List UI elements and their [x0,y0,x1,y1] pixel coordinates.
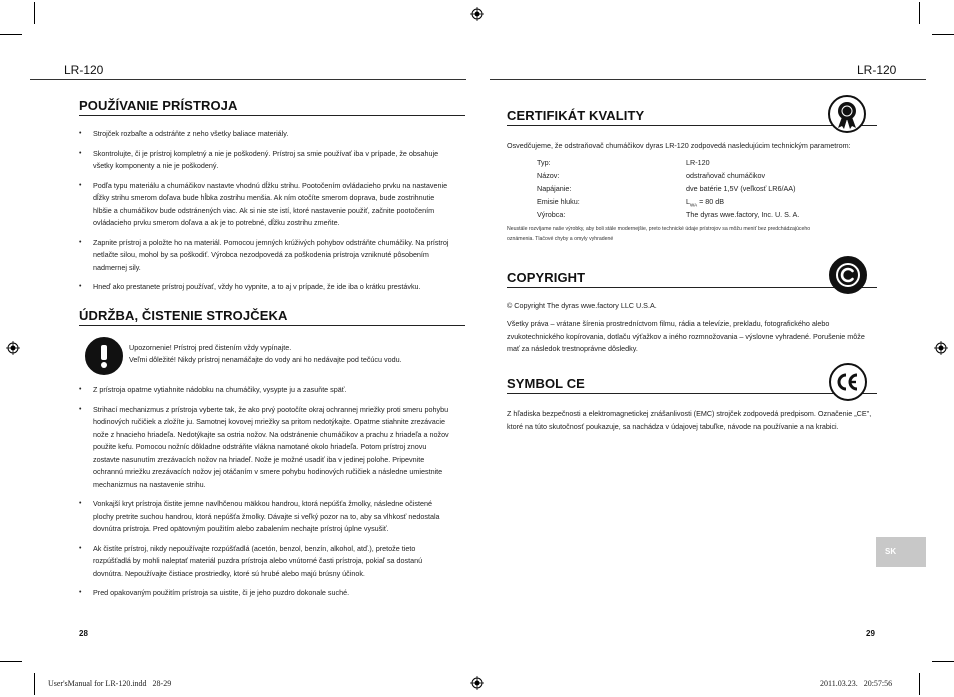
crop-mark [932,661,954,662]
model-label-right: LR-120 [857,63,897,77]
header-rule-right [490,79,926,80]
section-rule [79,115,465,116]
spec-value: odstraňovač chumáčikov [686,171,766,180]
spec-label: Výrobca: [537,210,566,219]
section-title-usage: POUŽÍVANIE PRÍSTROJA [79,98,238,113]
copyright-line: © Copyright The dyras wwe.factory LLC U.S.A. [507,301,657,310]
ce-mark-icon [829,363,867,401]
language-tab [876,537,926,567]
spec-value-prefix: L [686,197,690,206]
crop-mark [932,34,954,35]
certificate-note [507,225,887,244]
list-item: • Pred opakovaným použitím prístroja sa uistite, či je jeho puzdro dokonale suché. [79,587,449,600]
footer-timestamp: 2011.03.23. 20:57:56 [820,679,893,688]
spec-label: Názov: [537,171,560,180]
spec-label: Typ: [537,158,551,167]
section-title-ce: SYMBOL CE [507,376,585,391]
crop-mark [0,34,22,35]
warning-line: Upozornenie! Prístroj pred čistením vždy vypínajte. [129,343,292,352]
section-rule [507,393,877,394]
list-item: • Ak čistíte prístroj, nikdy nepoužívajte rozpúšťadlá (acetón, benzol, benzín, alkohol, atď.), pretože tieto rozpúšťadlá by mohli naleptať materiál puzdra prístroja alebo vnútorné časti prístroja, pokiaľ sa dostanú dovnútra. Nepoužívajte čistiace prostriedky, ktoré sú hrubé alebo majú brúsny účinok. [79,543,449,581]
ce-paragraph: Z hľadiska bezpečnosti a elektromagnetickej znášanlivosti (EMC) strojček zodpovedá predpisom. Označenie „CE", ktoré na túto skutočnosť poukazuje, sa nachádza v údajovej tabuľke, návode na používanie a na krabici. [507,409,872,431]
section-rule [507,125,877,126]
list-item: • Podľa typu materiálu a chumáčikov nastavte vhodnú dĺžku strihu. Pootočením ovládacieho prvku na nastavenie dĺžky strihu smerom doľava bude hĺbka zostrihu menšia. Ak ním otočíte smerom doprava, bude zostrihnutie hlbšie a chumáčikov bude odstránených viac. Ak si nie ste istí, ktoré nastavenie použiť, začnite pootočením ovládacieho prvku smerom doľava a ak je to potrebné, dĺžku zostrihu zmeňte. [79,180,449,230]
list-item: • Skontrolujte, či je prístroj kompletný a nie je poškodený. Prístroj sa smie používať iba v prípade, že obsahuje všetky komponenty a nie je poškodený. [79,148,449,173]
spec-value-sub: WA [690,202,698,208]
crop-mark [919,673,920,695]
note-line: oznámenia. Tlačové chyby a omyly vyhradené [507,235,614,242]
exclamation-icon [85,337,123,375]
spec-value: The dyras wwe.factory, Inc. U. S. A. [686,210,800,219]
spec-label: Napájanie: [537,184,572,193]
list-item: • Zapnite prístroj a položte ho na materiál. Pomocou jemných krúživých pohybov odstráňte chumáčiky. Na prístroj netlačte silou, mohol by sa poškodiť. Výrobca nezodpovedá za poškodenia prístroja vzniknuté pôsobením nadmernej sily. [79,237,449,275]
spec-label: Emisie hluku: [537,197,580,206]
page-number-right: 29 [866,629,875,638]
footer-file-info: User'sManual for LR-120.indd 28-29 [48,679,172,688]
list-item: • Strihací mechanizmus z prístroja vyberte tak, že ako prvý pootočíte okraj ochrannej mriežky proti smeru pohybu hodinových ručičiek a zložíte ju. Samotnej kovovej mriežky sa pritom nedotýkajte. Opatrne stiahnite zrezávacie nože z hnacieho hriadeľa. Nedotýkajte sa ostria nožov. Na odstránenie chumáčikov a prachu z hriadeľa a nožov použite kefu. Pomocou nožníc dôkladne odstráňte vlákna namotané okolo hriadeľa. Potom prístroj znovu zostavte nasunutím zrezávacích nožov na hriadeľ. Nože je možné usadiť iba v jedinej polohe. Pripevnite ochrannú mriežku zrezávacích nožov jej otáčaním v smere pohybu hodinových ručičiek a následne umiestnite mechanizmus na nastavenie strihu. [79,404,449,492]
note-line: Neustále rozvíjame naše výrobky, aby boli stále modernejšie, preto technické údaje prístrojov sa môžu meniť bez predchádzajúceho [507,226,811,232]
usage-list [79,128,449,301]
list-item: • Vonkajší kryt prístroja čistite jemne navlhčenou mäkkou handrou, ktorá nepúšťa žmolky, následne očistené plochy pretrite suchou handrou, ktorá nepúšťa žmolky. Dávajte si veľký pozor na to, aby sa vlhkosť nedostala dovnútra prístroja. Pred opätovným použitím alebo zabalením nechajte prístroj úplne vysušiť. [79,498,449,536]
crop-mark [0,661,22,662]
section-title-copyright: COPYRIGHT [507,270,586,285]
registration-mark-icon [470,676,484,690]
rosette-ribbon-icon [828,95,866,133]
section-rule [507,287,877,288]
copyright-icon [829,256,867,294]
list-item: • Z prístroja opatrne vytiahnite nádobku na chumáčiky, vysypte ju a zasuňte späť. [79,384,449,397]
crop-mark [34,673,35,695]
registration-mark-icon [934,341,948,355]
warning-line: Veľmi dôležité! Nikdy prístroj nenamáčajte do vody ani ho nedávajte pod tečúcu vodu. [129,355,402,364]
maintenance-list [79,384,449,607]
copyright-paragraph: Všetky práva – vrátane šírenia prostredníctvom filmu, rádia a televízie, prekladu, fotografického alebo zvukotechnického kopírovania, dotlaču výťažkov a iného rozmnožovania – výslovne vyhradené. Porušenie môže mať za následok trestnoprávne dôsledky. [507,319,865,354]
section-rule [79,325,465,326]
registration-mark-icon [6,341,20,355]
language-tab-label: SK [885,547,897,556]
page-number-left: 28 [79,629,88,638]
spec-value: dve batérie 1,5V (veľkosť LR6/AA) [686,184,796,193]
spec-table [537,157,897,223]
section-title-certificate: CERTIFIKÁT KVALITY [507,108,645,123]
certificate-intro: Osvedčujeme, že odstraňovač chumáčikov dyras LR-120 zodpovedá nasledujúcim technickým parametrom: [507,141,851,150]
header-rule-left [30,79,466,80]
spec-value: LR-120 [686,158,710,167]
registration-mark-icon [470,7,484,21]
list-item: • Strojček rozbaľte a odstráňte z neho všetky baliace materiály. [79,128,449,141]
list-item: • Hneď ako prestanete prístroj používať, vždy ho vypnite, a to aj v prípade, že ide iba o krátku prestávku. [79,281,449,294]
crop-mark [919,2,920,24]
crop-mark [34,2,35,24]
section-title-maintenance: ÚDRŽBA, ČISTENIE STROJČEKA [79,308,288,323]
spec-value-suffix: = 80 dB [697,197,725,206]
model-label-left: LR-120 [64,63,104,77]
